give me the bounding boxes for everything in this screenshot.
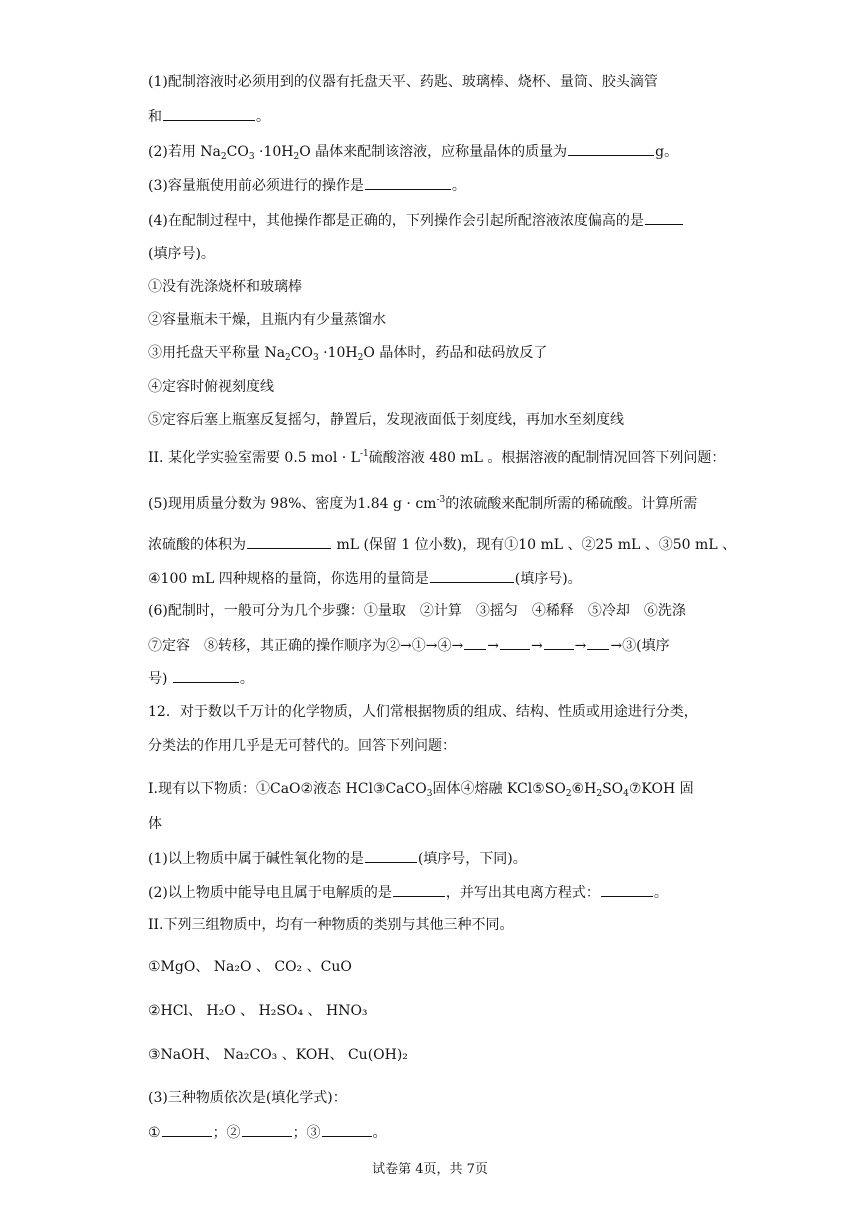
- q12-3-end: 。: [372, 1125, 387, 1141]
- answer-blank[interactable]: [365, 848, 417, 863]
- answer-blank[interactable]: [430, 568, 514, 583]
- option-3-formula-tail: ·10H: [318, 345, 358, 361]
- q1-line-a: [148, 72, 658, 92]
- q12-i-text: I.现有以下物质：①CaO②液态 HCl③: [148, 781, 386, 797]
- q12-3-answers: [148, 1122, 387, 1143]
- q6-text-b-end: →③(填序: [610, 638, 670, 654]
- q4-text: (4)在配制过程中，其他操作都是正确的，下列操作会引起所配溶液浓度偏高的是: [148, 213, 644, 229]
- answer-blank[interactable]: [645, 210, 683, 225]
- answer-blank[interactable]: [247, 534, 331, 549]
- q12-line-b: [148, 736, 456, 756]
- group-1-text: ①MgO、 Na₂O 、 CO₂ 、CuO: [148, 959, 352, 975]
- answer-blank[interactable]: [464, 635, 486, 650]
- q6-text-c-end: 。: [239, 671, 254, 687]
- part-ii-text: II. 某化学实验室需要 0.5 mol · L: [148, 450, 360, 466]
- answer-blank[interactable]: [162, 1122, 212, 1137]
- q12-3-label-1: ①: [148, 1125, 161, 1141]
- q12-ii-text: II.下列三组物质中，均有一种物质的类别与其他三种不同。: [148, 917, 514, 933]
- part-ii-text-end: 硫酸溶液 480 mL 。根据溶液的配制情况回答下列问题：: [368, 450, 726, 466]
- q12-part-ii: [148, 915, 514, 935]
- q4-line-a: [148, 210, 684, 231]
- answer-blank[interactable]: [393, 882, 445, 897]
- q12-part-i-b: [148, 814, 162, 834]
- option-3: ③用托盘天平称量 $Na_2CO_3 \cdot 10H_2O$ 晶体时，药品和砝码放反了: [148, 345, 548, 363]
- caco3-formula: CaCO: [385, 781, 427, 797]
- q12-1-text-end: (填序号，下同)。: [417, 851, 527, 867]
- q4-line-b: [148, 244, 215, 264]
- q6-line-c: [148, 668, 254, 689]
- so2-formula: SO: [544, 781, 566, 797]
- q12-3-label-3: ；③: [292, 1125, 321, 1141]
- option-2: [148, 310, 386, 330]
- q3-text: (3)容量瓶使用前必须进行的操作是: [148, 178, 364, 194]
- answer-blank[interactable]: [601, 882, 653, 897]
- q1-text-b: 和: [148, 109, 162, 125]
- answer-blank[interactable]: [500, 635, 530, 650]
- q12-3-label-2: ；②: [212, 1125, 241, 1141]
- q12-part-i: I.现有以下物质：①CaO②液态 HCl③CaCO$_3$固体④熔融 $KCl⑤SO_2⑥H_2SO_4⑦KOH$ 固: [148, 781, 694, 799]
- option-5-text: ⑤定容后塞上瓶塞反复摇匀，静置后，发现液面低于刻度线，再加水至刻度线: [148, 412, 624, 428]
- q6-text-c: 号): [148, 671, 168, 687]
- option-4-text: ④定容时俯视刻度线: [148, 379, 274, 395]
- q5-line-c: [148, 568, 582, 589]
- q2-formula-end: O 晶体来配制该溶液，应称量晶体的质量为: [299, 144, 568, 160]
- q12-1-line: [148, 848, 527, 869]
- group-3-text: ③NaOH、 Na₂CO₃ 、KOH、 Cu(OH)₂: [148, 1047, 408, 1063]
- q12-2-text-mid: ，并写出其电离方程式：: [445, 885, 600, 901]
- group-1: [148, 957, 352, 977]
- group-3: [148, 1045, 408, 1065]
- q6-text: (6)配制时，一般可分为几个步骤：①量取 ②计算 ③摇匀 ④稀释 ⑤冷却 ⑥洗涤: [148, 603, 686, 619]
- option-1-text: ①没有洗涤烧杯和玻璃棒: [148, 279, 302, 295]
- q6-line-b: ⑦定容 ⑧转移，其正确的操作顺序为②→①→④→ → → → →③(填序: [148, 635, 670, 656]
- q5-line-b: [148, 534, 736, 555]
- q5-line-a: [148, 494, 697, 514]
- q4-text-b: (填序号)。: [148, 246, 215, 262]
- q12-i-text-end: ⑦KOH 固: [628, 781, 694, 797]
- q6-line-a: [148, 601, 686, 621]
- q2-unit: g。: [655, 144, 679, 160]
- q12-line-a: [148, 702, 698, 722]
- answer-blank[interactable]: [568, 141, 654, 156]
- q6-text-b: ⑦定容 ⑧转移，其正确的操作顺序为②→①→④→: [148, 638, 464, 654]
- q2-text: (2)若用 Na: [148, 144, 221, 160]
- q12-text: 12．对于数以千万计的化学物质，人们常根据物质的组成、结构、性质或用途进行分类，: [148, 704, 698, 720]
- q12-i-text-b: 体: [148, 816, 162, 832]
- q12-2-text-end: 。: [653, 885, 668, 901]
- q2-formula: CO: [226, 144, 249, 160]
- option-3-text-end: O 晶体时，药品和砝码放反了: [363, 345, 548, 361]
- q12-i-h-num: ⑥: [571, 781, 585, 797]
- q3-line: (3)容量瓶使用前必须进行的操作是 。: [148, 175, 466, 196]
- q5-text-b-end: mL (保留 1 位小数)，现有①10 mL 、②25 mL 、③50 mL 、: [332, 537, 737, 553]
- q12-2-text: (2)以上物质中能导电且属于电解质的是: [148, 885, 392, 901]
- q12-3-line: [148, 1088, 347, 1108]
- option-3-text: ③用托盘天平称量 Na: [148, 345, 286, 361]
- answer-blank[interactable]: [163, 106, 255, 121]
- page-footer: 试卷第 4页，共 7页: [372, 1162, 488, 1177]
- answer-blank[interactable]: [544, 635, 574, 650]
- answer-blank[interactable]: [587, 635, 609, 650]
- answer-blank[interactable]: [173, 668, 239, 683]
- q5-sup: -3: [436, 495, 446, 505]
- part-ii-sup: -1: [359, 449, 369, 459]
- option-4: [148, 377, 274, 397]
- option-1: [148, 277, 302, 297]
- q5-text-c-end: (填序号)。: [514, 571, 582, 587]
- part-ii-heading: [148, 448, 725, 468]
- option-2-text: ②容量瓶未干燥，且瓶内有少量蒸馏水: [148, 312, 386, 328]
- answer-blank[interactable]: [365, 175, 451, 190]
- q12-text-b: 分类法的作用几乎是无可替代的。回答下列问题：: [148, 738, 456, 754]
- q5-text-end: 的浓硫酸来配制所需的稀硫酸。计算所需: [445, 496, 698, 512]
- q12-3-text: (3)三种物质依次是(填化学式)：: [148, 1090, 347, 1106]
- option-3-formula: CO: [290, 345, 313, 361]
- answer-blank[interactable]: [322, 1122, 372, 1137]
- q2-formula-tail: ·10H: [254, 144, 294, 160]
- group-2: [148, 1001, 368, 1021]
- q1-line-b: 和 。: [148, 106, 270, 127]
- q5-text-c: ④100 mL 四种规格的量筒，你选用的量筒是: [148, 571, 429, 587]
- q12-i-text-mid: 固体④熔融 KCl⑤: [432, 781, 545, 797]
- q5-text-b: 浓硫酸的体积为: [148, 537, 246, 553]
- q12-1-text: (1)以上物质中属于碱性氧化物的是: [148, 851, 364, 867]
- answer-blank[interactable]: [242, 1122, 292, 1137]
- option-5: [148, 410, 624, 430]
- q1-text: (1)配制溶液时必须用到的仪器有托盘天平、药匙、玻璃棒、烧杯、量筒、胶头滴管: [148, 74, 658, 90]
- q5-text: (5)现用质量分数为 98%、密度为1.84 g · cm: [148, 496, 437, 512]
- q12-2-line: [148, 882, 668, 903]
- group-2-text: ②HCl、 H₂O 、 H₂SO₄ 、 HNO₃: [148, 1003, 368, 1019]
- q2-line: (2)若用 $Na_2CO_3 \cdot 10H_2O$ 晶体来配制该溶液，应称量晶体的质量为 g。: [148, 141, 678, 162]
